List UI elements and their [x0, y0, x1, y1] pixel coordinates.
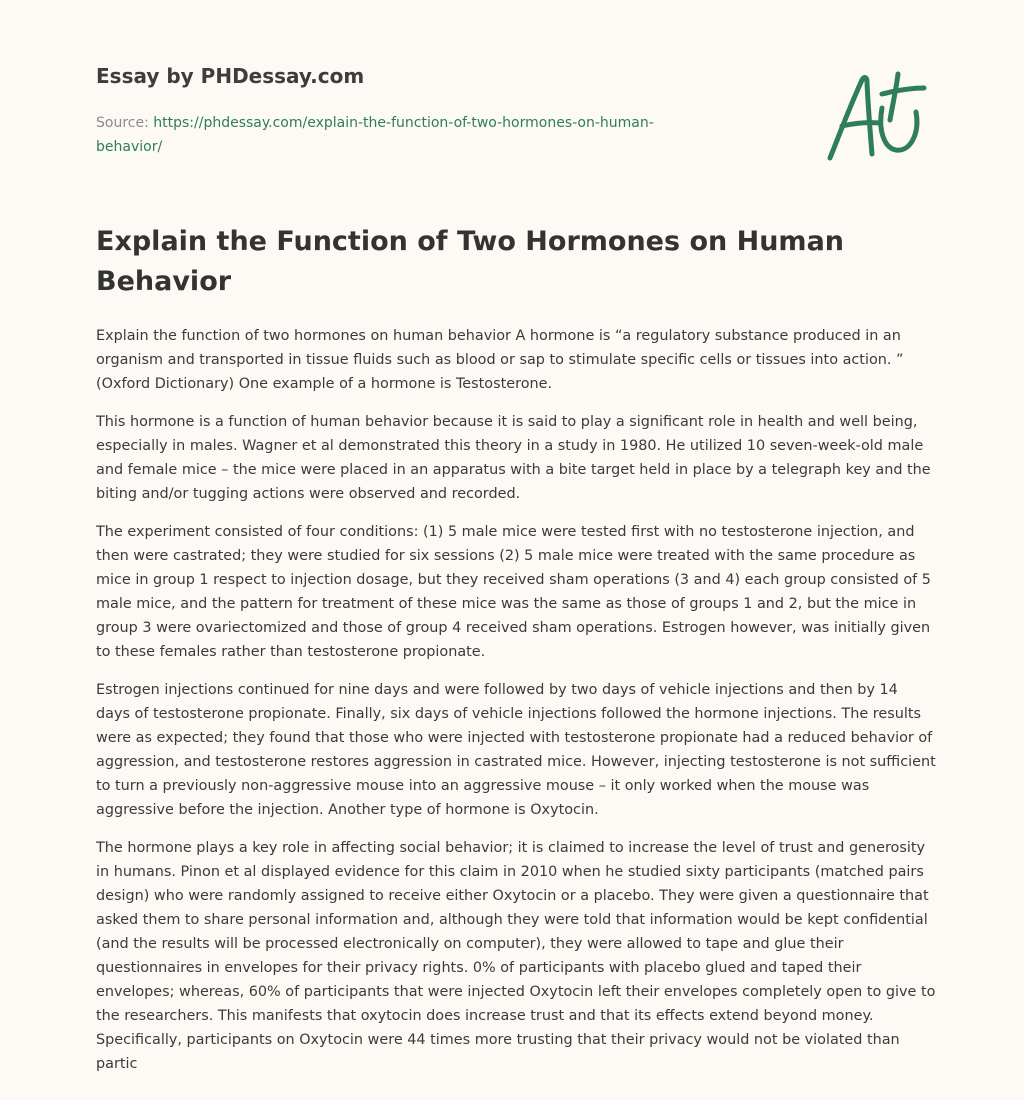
paragraph: Estrogen injections continued for nine days and were followed by two days of vehicle injections and then by 14 days of testosterone propionate. Finally, six days of vehicle injections followed the hormone injections. The results were as expected; they found that those who were injected with testosterone propionate had a reduced behavior of aggression, and testosterone restores aggression in castrated mice. However, injecting testosterone is not sufficient to turn a previously non-aggressive mouse into an aggressive mouse – it only worked when the mouse was aggressive before the injection. Another type of hormone is Oxytocin.: [96, 682, 936, 818]
plus-vertical: [890, 74, 898, 120]
paragraph: The hormone plays a key role in affecting social behavior; it is claimed to increase the level of trust and generosity in humans. Pinon et al displayed evidence for this claim in 2010 when he studied sixty participants (matched pairs design) who were randomly assigned to receive either Oxytocin or a placebo. They were given a questionnaire that asked them to share personal information and, although they were told that information would be kept confidential (and the results will be processed electronically on computer), they were allowed to tape and glue their questionnaires in envelopes for their privacy rights. 0% of participants with placebo glued and taped their envelopes; whereas, 60% of participants that were injected Oxytocin left their envelopes completely open to give to the researchers. This manifests that oxytocin does increase trust and that its effects extend beyond money. Specifically, participants on Oxytocin were 44 times more trusting that their privacy would not be violated than partic: [96, 840, 936, 1072]
plus-horizontal: [882, 88, 924, 94]
paragraph: This hormone is a function of human behavior because it is said to play a significant role in health and well being, especially in males. Wagner et al demonstrated this theory in a study in 1980. He utilized 10 seven-week-old male and female mice – the mice were placed in an apparatus with a bite target held in place by a telegraph key and the biting and/or tugging actions were observed and recorded.: [96, 414, 931, 502]
essay-body: [96, 324, 936, 1090]
paragraph: Explain the function of two hormones on human behavior A hormone is “a regulatory substance produced in an organism and transported in tissue fluids such as blood or sap to stimulate specific cells or tissues into action. ” (Oxford Dictionary) One example of a hormone is Testosterone.: [96, 328, 904, 392]
source-line: [96, 111, 716, 159]
brand-name: Essay by PHDessay.com: [96, 64, 365, 88]
source-label: Source:: [96, 115, 154, 131]
paragraph: The experiment consisted of four conditions: (1) 5 male mice were tested first with no testosterone injection, and then were castrated; they were studied for six sessions (2) 5 male mice were treated with the same procedure as mice in group 1 respect to injection dosage, but they received sham operations (3 and 4) each group consisted of 5 male mice, and the pattern for treatment of these mice was the same as those of groups 1 and 2, but the mice in group 3 were ovariectomized and those of group 4 received sham operations. Estrogen however, was initially given to these females rather than testosterone propionate.: [96, 524, 931, 660]
essay-title: Explain the Function of Two Hormones on Human Behavior: [96, 226, 845, 297]
source-link[interactable]: https://phdessay.com/explain-the-function-of-two-hormones-on-human-behavior/: [96, 115, 654, 155]
letter-a-stroke: [830, 78, 872, 158]
letter-a-crossbar: [842, 123, 880, 126]
a-plus-grade-logo-icon: [820, 68, 932, 166]
checkmark-curve: [881, 108, 917, 150]
